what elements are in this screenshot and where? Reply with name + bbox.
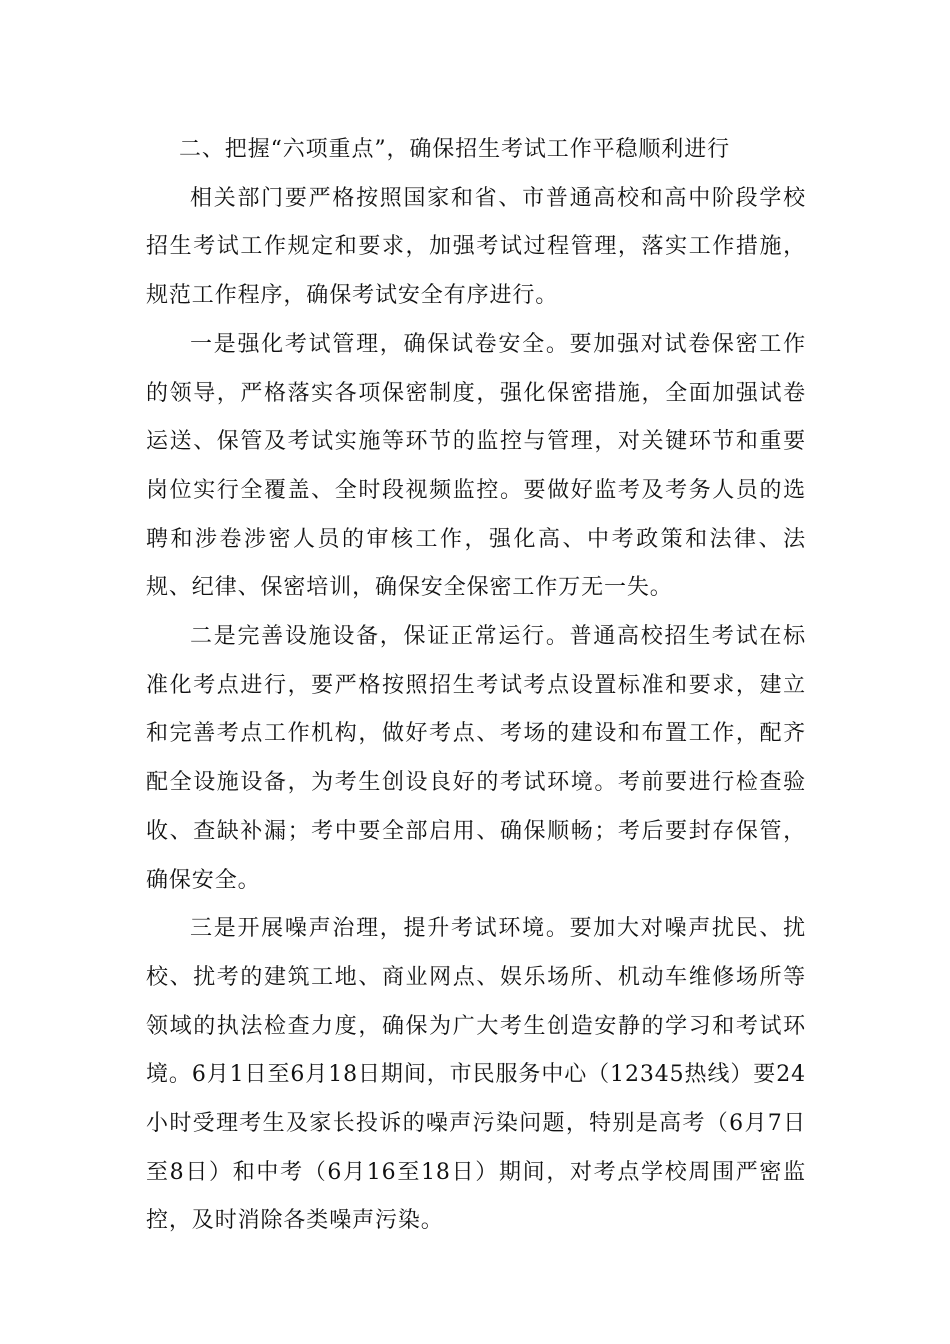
document-body xyxy=(146,126,806,1246)
paragraph-exam-management: 一是强化考试管理，确保试卷安全。要加强对试卷保密工作的领导，严格落实各项保密制度，强化保密措施，全面加强试卷运送、保管及考试实施等环节的监控与管理，对关键环节和重要岗位实行全覆盖、全时段视频监控。要做好监考及考务人员的选聘和涉卷涉密人员的审核工作，强化高、中考政策和法律、法规、纪律、保密培训，确保安全保密工作万无一失。 xyxy=(146,331,806,601)
section-heading: 二、把握“六项重点”，确保招生考试工作平稳顺利进行 xyxy=(179,137,730,162)
paragraph-intro: 相关部门要严格按照国家和省、市普通高校和高中阶段学校招生考试工作规定和要求，加强考试过程管理，落实工作措施，规范工作程序，确保考试安全有序进行。 xyxy=(146,185,806,309)
paragraph-facilities: 二是完善设施设备，保证正常运行。普通高校招生考试在标准化考点进行，要严格按照招生考试考点设置标准和要求，建立和完善考点工作机构，做好考点、考场的建设和布置工作，配齐配全设施设备，为考生创设良好的考试环境。考前要进行检查验收、查缺补漏；考中要全部启用、确保顺畅；考后要封存保管，确保安全。 xyxy=(146,624,806,893)
paragraph-noise-control: 三是开展噪声治理，提升考试环境。要加大对噪声扰民、扰校、扰考的建筑工地、商业网点、娱乐场所、机动车维修场所等领域的执法检查力度，确保为广大考生创造安静的学习和考试环境。6月1日至6月18日期间，市民服务中心（12345热线）要24小时受理考生及家长投诉的噪声污染问题，特别是高考（6月7日至8日）和中考（6月16至18日）期间，对考点学校周围严密监控，及时消除各类噪声污染。 xyxy=(146,916,806,1234)
